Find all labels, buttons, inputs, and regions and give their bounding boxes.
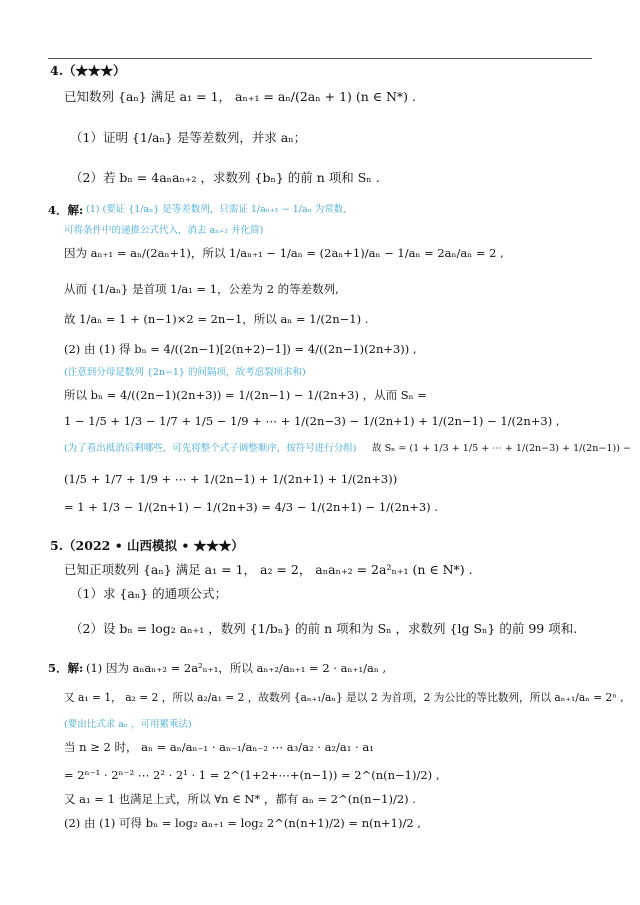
solution-4-line-9: 1 − 1/5 + 1/3 − 1/7 + 1/5 − 1/9 + ⋯ + 1/(2n−3) − 1/(2n+1) + 1/(2n−1) − 1/(2n+3) , <box>64 414 560 428</box>
solution-5-hint-3: (要由比式求 aₙ ，可用累乘法) <box>64 719 192 730</box>
solution-4-line-5: 故 1/aₙ = 1 + (n−1)×2 = 2n−1，所以 aₙ = 1/(2n−1) . <box>64 312 369 326</box>
solution-4-line-10: 故 Sₙ = (1 + 1/3 + 1/5 + ⋯ + 1/(2n−3) + 1/(2n−1)) − <box>372 443 631 454</box>
problem-4-question-1: （1）证明 {1/aₙ} 是等差数列，并求 aₙ； <box>70 130 307 145</box>
solution-4-hint-1: (1) (要证 {1/aₙ} 是等差数列，只需证 1/aₙ₊₁ − 1/aₙ 为常数, <box>86 204 347 215</box>
solution-5-line-4: 当 n ≥ 2 时， aₙ = aₙ/aₙ₋₁ · aₙ₋₁/aₙ₋₂ ⋯ a₃/a₂ · a₂/a₁ · a₁ <box>64 740 374 754</box>
top-rule <box>48 58 592 59</box>
solution-5-label: 5．解: <box>48 661 84 675</box>
solution-4-label: 4．解: <box>48 203 84 217</box>
solution-4-line-6: (2) 由 (1) 得 bₙ = 4/((2n−1)[2(n+2)−1]) = 4/((2n−1)(2n+3)) , <box>64 342 417 356</box>
problem-4-header: 4.（★★★） <box>50 63 126 78</box>
problem-4-question-2: （2）若 bₙ = 4aₙaₙ₊₂ ，求数列 {bₙ} 的前 n 项和 Sₙ . <box>70 170 380 185</box>
solution-4-hint-7: (注意到分母是数列 {2n−1} 的间隔项，故考虑裂项求和) <box>64 367 306 378</box>
solution-4-hint-2: 可将条件中的递推公式代入，消去 aₙ₊₁ 并化简) <box>64 225 264 236</box>
solution-5-line-7: (2) 由 (1) 可得 bₙ = log₂ aₙ₊₁ = log₂ 2^(n(n+1)/2) = n(n+1)/2 , <box>64 816 421 830</box>
solution-5-line-2: 又 a₁ = 1， a₂ = 2 ，所以 a₂/a₁ = 2 ，故数列 {aₙ₊₁/aₙ} 是以 2 为首项，2 为公比的等比数列，所以 aₙ₊₁/aₙ = 2ⁿ , <box>64 691 624 704</box>
solution-4-line-4: 从而 {1/aₙ} 是首项 1/a₁ = 1，公差为 2 的等差数列, <box>64 282 339 296</box>
problem-5-question-1: （1）求 {aₙ} 的通项公式； <box>70 586 228 601</box>
solution-5-line-6: 又 a₁ = 1 也满足上式，所以 ∀n ∈ N* ，都有 aₙ = 2^(n(n−1)/2) . <box>64 792 416 806</box>
solution-4-line-11: (1/5 + 1/7 + 1/9 + ⋯ + 1/(2n−1) + 1/(2n+1) + 1/(2n+3)) <box>64 472 398 486</box>
solution-4-line-12: = 1 + 1/3 − 1/(2n+1) − 1/(2n+3) = 4/3 − 1/(2n+1) − 1/(2n+3) . <box>64 500 438 514</box>
solution-5-line-5: = 2ⁿ⁻¹ · 2ⁿ⁻² ⋯ 2² · 2¹ · 1 = 2^(1+2+⋯+(n−1)) = 2^(n(n−1)/2) , <box>64 768 440 782</box>
problem-5-question-2: （2）设 bₙ = log₂ aₙ₊₁ ，数列 {1/bₙ} 的前 n 项和为 Sₙ ，求数列 {lg Sₙ} 的前 99 项和. <box>70 621 578 636</box>
problem-5-header: 5.（2022 • 山西模拟 • ★★★） <box>50 538 244 553</box>
solution-4-line-8: 所以 bₙ = 4/((2n−1)(2n+3)) = 1/(2n−1) − 1/(2n+3) ，从而 Sₙ = <box>64 388 427 402</box>
solution-4-hint-10: (为了看出抵消后剩哪些，可先将整个式子调整顺序，按符号进行分组) <box>64 443 357 454</box>
problem-5-given: 已知正项数列 {aₙ} 满足 a₁ = 1， a₂ = 2， aₙaₙ₊₂ = 2a²ₙ₊₁ (n ∈ N*) . <box>64 562 473 577</box>
solution-5-line-1: (1) 因为 aₙaₙ₊₂ = 2a²ₙ₊₁，所以 aₙ₊₂/aₙ₊₁ = 2 · aₙ₊₁/aₙ , <box>86 661 387 675</box>
solution-4-line-3: 因为 aₙ₊₁ = aₙ/(2aₙ+1)，所以 1/aₙ₊₁ − 1/aₙ = (2aₙ+1)/aₙ − 1/aₙ = 2aₙ/aₙ = 2 , <box>64 246 504 260</box>
problem-4-given: 已知数列 {aₙ} 满足 a₁ = 1， aₙ₊₁ = aₙ/(2aₙ + 1) (n ∈ N*) . <box>64 89 417 104</box>
